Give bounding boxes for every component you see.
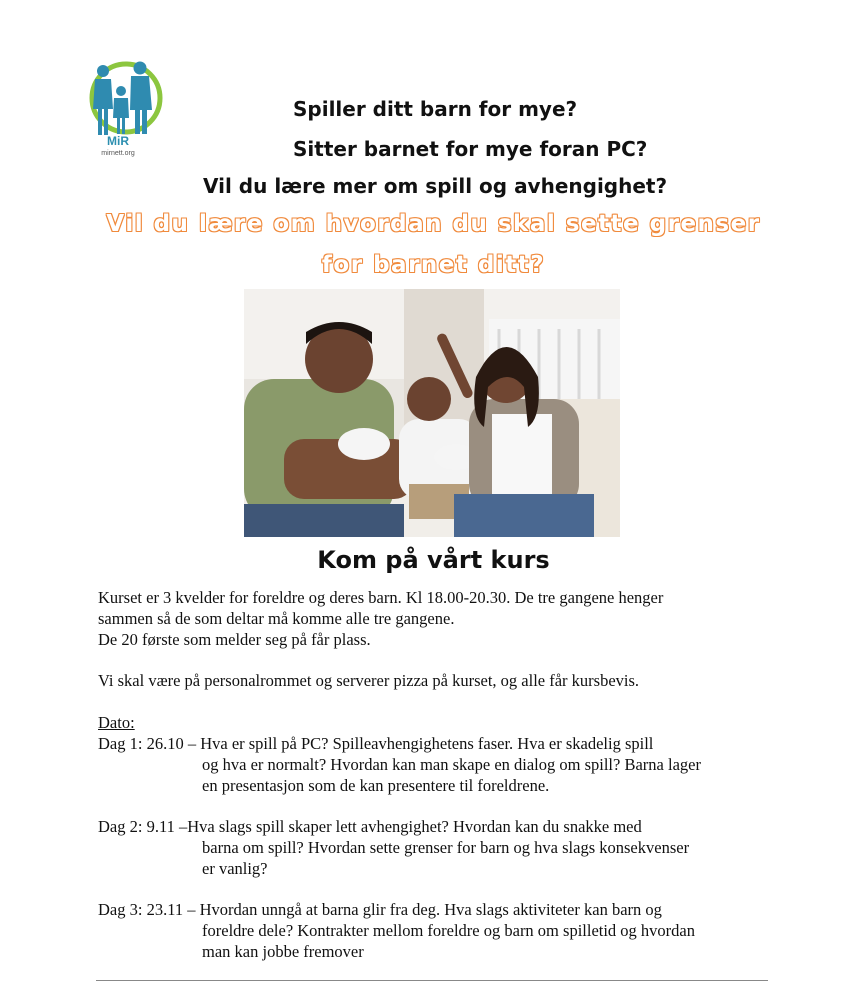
headline-line-3: Vil du lære mer om spill og avhengighet?	[203, 174, 668, 198]
headline-line-2: Sitter barnet for mye foran PC?	[293, 137, 648, 161]
day-2-line-3: er vanlig?	[202, 859, 268, 878]
day-3-line-3: man kan jobbe fremover	[202, 942, 364, 961]
day-1-line-2: og hva er normalt? Hvordan kan man skape en dialog om spill? Barna lager	[202, 755, 701, 774]
intro-line-2: sammen så de som deltar må komme alle tre gangene.	[98, 609, 455, 628]
footer-divider	[96, 980, 768, 981]
day-2-line-1: Dag 2: 9.11 –Hva slags spill skaper lett avhengighet? Hvordan kan du snakke med	[98, 817, 642, 836]
logo-name: MiR	[107, 134, 129, 148]
day-2-line-2: barna om spill? Hvordan sette grenser for barn og hva slags konsekvenser	[202, 838, 690, 857]
highlight-line-1: Vil du lære om hvordan du skal sette grenser	[106, 211, 761, 237]
family-photo	[244, 289, 620, 537]
intro-line-4: Vi skal være på personalrommet og serverer pizza på kurset, og alle får kursbevis.	[98, 671, 640, 690]
course-title: Kom på vårt kurs	[317, 546, 550, 574]
day-1-line-1: Dag 1: 26.10 – Hva er spill på PC? Spilleavhengighetens faser. Hva er skadelig spill	[98, 734, 654, 753]
day-1-line-3: en presentasjon som de kan presentere til foreldrene.	[202, 776, 550, 795]
intro-line-1: Kurset er 3 kvelder for foreldre og deres barn. Kl 18.00-20.30. De tre gangene henger	[98, 588, 664, 607]
day-3-line-2: foreldre dele? Kontrakter mellom foreldre og barn om spilletid og hvordan	[202, 921, 696, 940]
date-label: Dato:	[98, 713, 135, 732]
day-3-line-1: Dag 3: 23.11 – Hvordan unngå at barna glir fra deg. Hva slags aktiviteter kan barn og	[98, 900, 662, 919]
headline-line-1: Spiller ditt barn for mye?	[293, 97, 578, 121]
intro-line-3: De 20 første som melder seg på får plass.	[98, 630, 371, 649]
highlight-line-2: for barnet ditt?	[321, 252, 546, 278]
logo-site: mirnett.org	[101, 150, 135, 157]
